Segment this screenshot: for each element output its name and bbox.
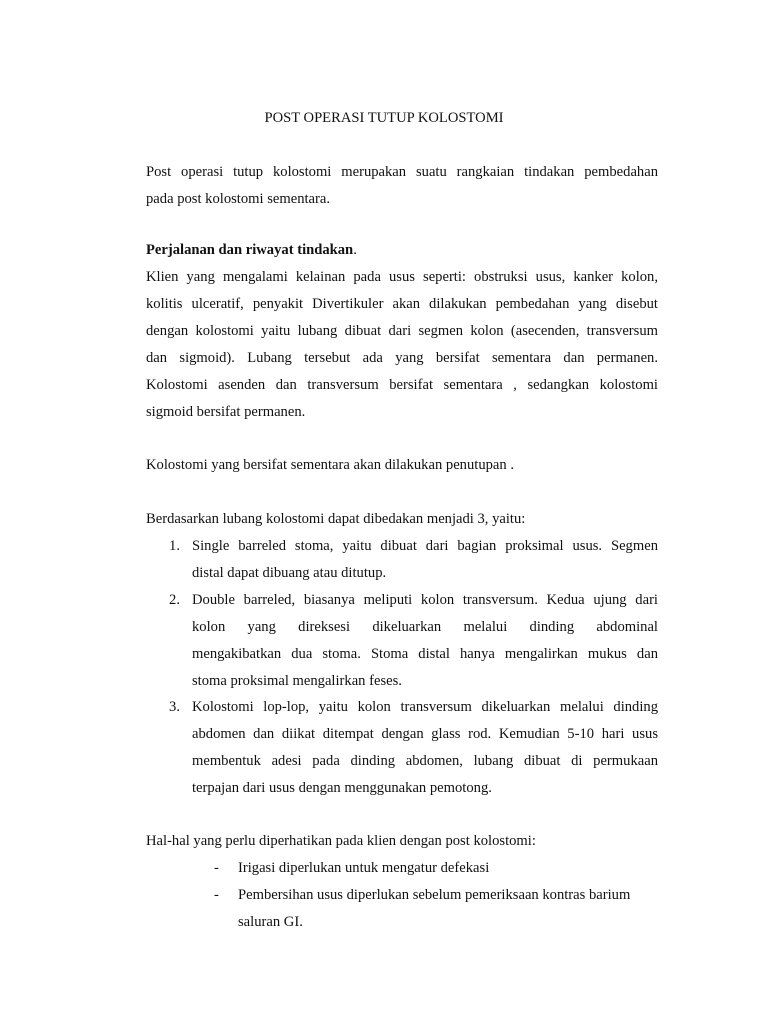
dash-marker: - bbox=[214, 887, 219, 903]
paragraph-line: dan sigmoid). Lubang tersebut ada yang bersifat sementara dan permanen. bbox=[146, 350, 658, 366]
list-item-line: abdomen dan diikat ditempat dengan glass rod. Kemudian 5-10 hari usus bbox=[192, 726, 658, 742]
list-item-line: mengakibatkan dua stoma. Stoma distal hanya mengalirkan mukus dan bbox=[192, 646, 658, 662]
list-item-line: kolon yang direksesi dikeluarkan melalui dinding abdominal bbox=[192, 619, 658, 635]
attention-item-line: saluran GI. bbox=[238, 914, 303, 930]
paragraph-line: kolitis ulceratif, penyakit Divertikuler akan dilakukan pembedahan yang disebut bbox=[146, 296, 658, 312]
intro-line: pada post kolostomi sementara. bbox=[146, 191, 331, 207]
page-title: POST OPERASI TUTUP KOLOSTOMI bbox=[264, 110, 504, 126]
list-item-line: Single barreled stoma, yaitu dibuat dari bagian proksimal usus. Segmen bbox=[192, 538, 658, 554]
closing-note: Kolostomi yang bersifat sementara akan dilakukan penutupan . bbox=[146, 457, 514, 473]
paragraph-line: dengan kolostomi yaitu lubang dibuat dari segmen kolon (asecenden, transversum bbox=[146, 323, 658, 339]
list-item-line: terpajan dari usus dengan menggunakan pemotong. bbox=[192, 780, 492, 796]
list-number: 1. bbox=[169, 538, 180, 554]
section-heading-period: . bbox=[353, 242, 357, 258]
types-intro: Berdasarkan lubang kolostomi dapat dibedakan menjadi 3, yaitu: bbox=[146, 511, 526, 527]
paragraph-line: Klien yang mengalami kelainan pada usus seperti: obstruksi usus, kanker kolon, bbox=[146, 269, 658, 285]
list-item-line: Double barreled, biasanya meliputi kolon transversum. Kedua ujung dari bbox=[192, 592, 658, 608]
list-number: 2. bbox=[169, 592, 180, 608]
list-item-line: distal dapat dibuang atau ditutup. bbox=[192, 565, 387, 581]
list-number: 3. bbox=[169, 699, 180, 715]
paragraph-line: sigmoid bersifat permanen. bbox=[146, 404, 306, 420]
dash-marker: - bbox=[214, 860, 219, 876]
attention-intro: Hal-hal yang perlu diperhatikan pada klien dengan post kolostomi: bbox=[146, 833, 536, 849]
list-item-line: membentuk adesi pada dinding abdomen, lubang dibuat di permukaan bbox=[192, 753, 658, 769]
list-item-line: Kolostomi lop-lop, yaitu kolon transversum dikeluarkan melalui dinding bbox=[192, 699, 658, 715]
list-item-line: stoma proksimal mengalirkan feses. bbox=[192, 673, 402, 689]
section-heading bbox=[146, 241, 357, 259]
paragraph-line: Kolostomi asenden dan transversum bersifat sementara , sedangkan kolostomi bbox=[146, 377, 658, 393]
attention-item-line: Pembersihan usus diperlukan sebelum pemeriksaan kontras barium bbox=[238, 887, 631, 903]
intro-line: Post operasi tutup kolostomi merupakan suatu rangkaian tindakan pembedahan bbox=[146, 164, 658, 180]
section-heading-text: Perjalanan dan riwayat tindakan bbox=[146, 242, 354, 258]
attention-item-line: Irigasi diperlukan untuk mengatur defekasi bbox=[238, 860, 490, 876]
